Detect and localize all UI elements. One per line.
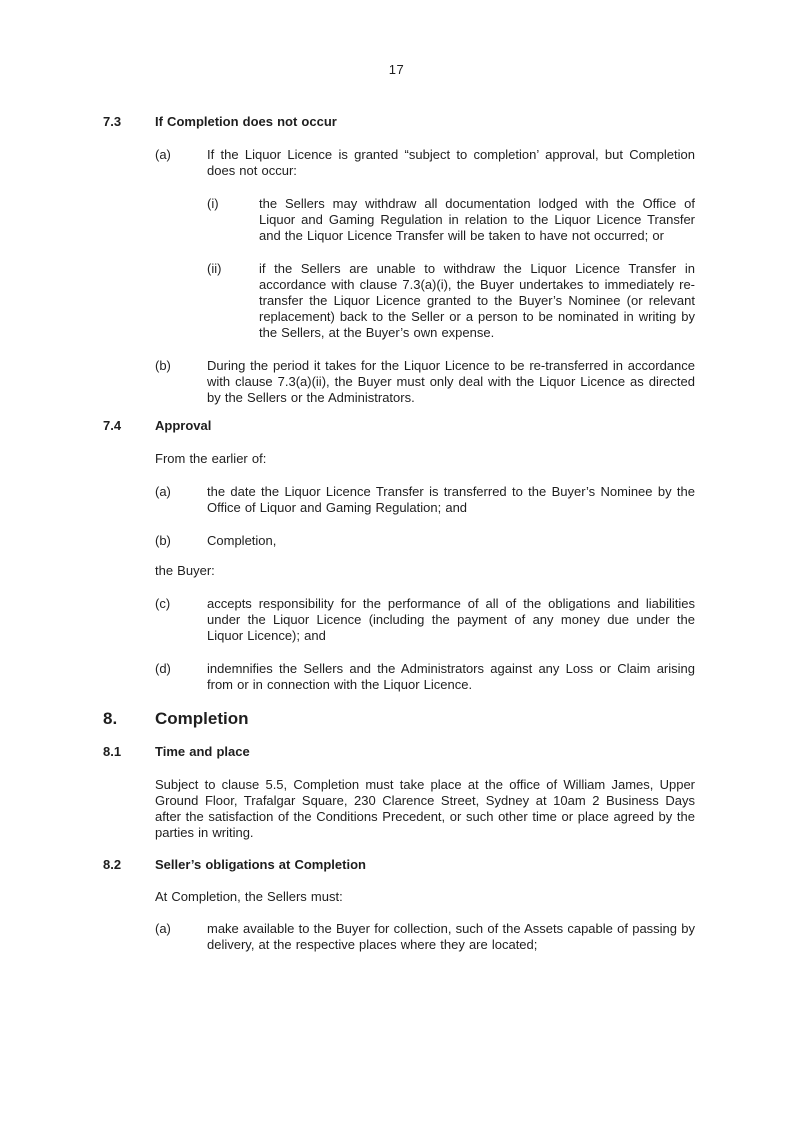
clause-7-3-a-ii-label: (ii) <box>207 261 222 276</box>
clause-8-2-heading <box>103 857 695 873</box>
clause-7-4-d-text: indemnifies the Sellers and the Administrators against any Loss or Claim arising from or in connection with the Liquor Licence. <box>207 661 695 692</box>
clause-8-1-body: Subject to clause 5.5, Completion must take place at the office of William James, Upper Ground Floor, Trafalgar Square, 230 Clarence Street, Sydney at 10am 2 Business Days after the satisfaction of the Conditions Precedent, or such other time or place agreed by the parties in writing. <box>155 777 695 840</box>
clause-7-4-intro: From the earlier of: <box>155 451 267 466</box>
clause-7-4-heading <box>103 418 695 434</box>
clause-7-3-b <box>155 358 695 406</box>
clause-8-2-a-label: (a) <box>155 921 171 936</box>
clause-7-4-c <box>155 596 695 644</box>
clause-7-3-a-text: If the Liquor Licence is granted “subject to completion’ approval, but Completion does not occur: <box>207 147 695 178</box>
clause-7-4-d-label: (d) <box>155 661 171 676</box>
clause-7-3-b-label: (b) <box>155 358 171 373</box>
clause-8-2-a <box>155 921 695 953</box>
clause-7-4-mid: the Buyer: <box>155 563 215 578</box>
clause-8-2-number: 8.2 <box>103 857 122 872</box>
clause-7-4-d <box>155 661 695 693</box>
clause-7-4-c-label: (c) <box>155 596 171 611</box>
clause-7-3-a <box>155 147 695 179</box>
clause-7-4-title: Approval <box>155 418 212 433</box>
clause-7-3-number: 7.3 <box>103 114 122 129</box>
clause-7-3-title: If Completion does not occur <box>155 114 337 129</box>
clause-8-1-number: 8.1 <box>103 744 122 759</box>
clause-7-4-a-text: the date the Liquor Licence Transfer is transferred to the Buyer’s Nominee by the Office of Liquor and Gaming Regulation; and <box>207 484 695 515</box>
clause-8-1-title: Time and place <box>155 744 250 759</box>
clause-7-3-a-ii <box>207 261 695 341</box>
clause-7-3-a-i <box>207 196 695 244</box>
clause-7-4-number: 7.4 <box>103 418 122 433</box>
clause-7-3-a-label: (a) <box>155 147 171 162</box>
clause-8-2-intro: At Completion, the Sellers must: <box>155 889 343 904</box>
clause-8-2-title: Seller’s obligations at Completion <box>155 857 366 872</box>
clause-8-title: Completion <box>155 709 249 728</box>
clause-8-heading <box>103 709 695 729</box>
clause-8-number: 8. <box>103 709 118 728</box>
clause-7-3-b-text: During the period it takes for the Liquor Licence to be re-transferred in accordance with clause 7.3(a)(ii), the Buyer must only deal with the Liquor Licence as directed by the Sellers or the Administrators. <box>207 358 695 405</box>
clause-7-4-b-text: Completion, <box>207 533 277 548</box>
clause-7-4-a <box>155 484 695 516</box>
clause-7-4-c-text: accepts responsibility for the performance of all of the obligations and liabilities under the Liquor Licence (including the payment of any money due under the Liquor Licence); and <box>207 596 695 643</box>
clause-7-4-b-label: (b) <box>155 533 171 548</box>
clause-7-3-a-i-text: the Sellers may withdraw all documentation lodged with the Office of Liquor and Gaming Regulation in relation to the Liquor Licence Transfer and the Liquor Licence Transfer will be taken to have not occurred; or <box>259 196 695 243</box>
clause-7-4-a-label: (a) <box>155 484 171 499</box>
clause-7-3-a-i-label: (i) <box>207 196 219 211</box>
clause-8-1-heading <box>103 744 695 760</box>
page-number: 17 <box>388 62 405 77</box>
clause-8-2-a-text: make available to the Buyer for collection, such of the Assets capable of passing by delivery, at the respective places where they are located; <box>207 921 695 952</box>
clause-7-4-b <box>155 533 695 549</box>
clause-7-3-heading <box>103 114 695 130</box>
clause-7-3-a-ii-text: if the Sellers are unable to withdraw the Liquor Licence Transfer in accordance with clause 7.3(a)(i), the Buyer undertakes to immediately re-transfer the Liquor Licence granted to the Buyer’s Nominee (or relevant replacement) back to the Seller or a person to be nominated in writing by the Sellers, at the Buyer’s own expense. <box>259 261 695 340</box>
